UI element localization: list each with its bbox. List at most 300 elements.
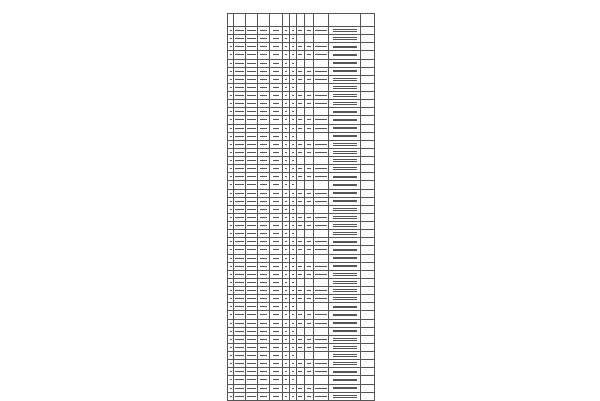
placeholder-line	[260, 371, 266, 372]
table-cell	[305, 392, 313, 400]
placeholder-line	[260, 128, 266, 129]
placeholder-line	[235, 274, 244, 275]
placeholder-line	[260, 209, 266, 210]
table-cell	[234, 287, 246, 295]
placeholder-line	[235, 63, 244, 64]
placeholder-line	[315, 95, 327, 96]
table-cell	[361, 335, 375, 343]
table-cell	[329, 360, 361, 368]
table-cell	[361, 27, 375, 35]
table-cell	[305, 295, 313, 303]
placeholder-line	[315, 241, 327, 242]
placeholder-line	[230, 184, 232, 185]
placeholder-line	[260, 290, 266, 291]
placeholder-line	[235, 249, 244, 250]
placeholder-line	[230, 379, 232, 380]
table-cell	[257, 262, 270, 270]
table-cell	[361, 116, 375, 124]
table-cell	[282, 287, 289, 295]
table-cell	[270, 165, 283, 173]
table-cell	[296, 246, 304, 254]
table-cell	[234, 27, 246, 35]
placeholder-line	[333, 397, 358, 398]
table-cell	[296, 197, 304, 205]
placeholder-line	[315, 176, 327, 177]
placeholder-line	[273, 209, 279, 210]
table-cell	[270, 92, 283, 100]
table-cell	[296, 165, 304, 173]
placeholder-line	[333, 307, 358, 308]
table-cell	[282, 311, 289, 319]
placeholder-line	[292, 379, 294, 380]
table-cell	[234, 222, 246, 230]
placeholder-line	[292, 298, 294, 299]
table-row	[228, 67, 375, 75]
table-cell	[257, 287, 270, 295]
document-title	[227, 6, 375, 12]
placeholder-line	[292, 290, 294, 291]
table-cell	[270, 384, 283, 392]
placeholder-line	[230, 103, 232, 104]
placeholder-line	[333, 120, 358, 121]
placeholder-line	[292, 225, 294, 226]
placeholder-line	[273, 314, 279, 315]
table-cell	[329, 132, 361, 140]
placeholder-line	[333, 283, 358, 284]
placeholder-line	[298, 152, 302, 153]
placeholder-line	[285, 201, 287, 202]
placeholder-line	[273, 79, 279, 80]
placeholder-line	[230, 38, 232, 39]
table-cell	[313, 222, 329, 230]
table-cell	[245, 59, 257, 67]
table-cell	[270, 278, 283, 286]
table-body	[228, 27, 375, 401]
table-cell	[305, 140, 313, 148]
placeholder-line	[333, 201, 358, 202]
placeholder-line	[260, 241, 266, 242]
placeholder-line	[307, 152, 311, 153]
table-cell	[257, 67, 270, 75]
placeholder-line	[260, 38, 266, 39]
table-cell	[282, 222, 289, 230]
placeholder-line	[292, 347, 294, 348]
table-cell	[270, 59, 283, 67]
table-row	[228, 335, 375, 343]
placeholder-line	[273, 144, 279, 145]
table-cell	[257, 124, 270, 132]
placeholder-line	[247, 160, 256, 161]
table-cell	[313, 360, 329, 368]
table-cell	[282, 67, 289, 75]
table-cell	[282, 157, 289, 165]
placeholder-line	[292, 160, 294, 161]
placeholder-line	[292, 249, 294, 250]
placeholder-line	[230, 160, 232, 161]
column-header	[305, 14, 313, 27]
table-cell	[282, 270, 289, 278]
placeholder-line	[260, 95, 266, 96]
table-cell	[257, 189, 270, 197]
placeholder-line	[333, 356, 358, 357]
placeholder-line	[298, 128, 302, 129]
placeholder-line	[292, 176, 294, 177]
table-cell	[245, 132, 257, 140]
placeholder-line	[285, 79, 287, 80]
placeholder-line	[292, 314, 294, 315]
placeholder-line	[315, 363, 327, 364]
table-cell	[234, 75, 246, 83]
table-cell	[361, 246, 375, 254]
placeholder-line	[285, 144, 287, 145]
table-cell	[282, 319, 289, 327]
table-cell	[313, 295, 329, 303]
table-cell	[282, 181, 289, 189]
placeholder-line	[307, 274, 311, 275]
table-row	[228, 205, 375, 213]
placeholder-line	[333, 388, 358, 389]
table-cell	[305, 43, 313, 51]
placeholder-line	[235, 388, 244, 389]
table-cell	[313, 108, 329, 116]
table-cell	[234, 343, 246, 351]
table-cell	[361, 51, 375, 59]
placeholder-line	[235, 282, 244, 283]
table-cell	[245, 230, 257, 238]
table-cell	[361, 392, 375, 400]
table-cell	[270, 222, 283, 230]
table-cell	[245, 35, 257, 43]
placeholder-line	[307, 128, 311, 129]
column-header	[245, 14, 257, 27]
table-cell	[313, 165, 329, 173]
placeholder-line	[235, 38, 244, 39]
table-cell	[361, 343, 375, 351]
table-cell	[282, 246, 289, 254]
table-cell	[257, 116, 270, 124]
table-cell	[313, 157, 329, 165]
placeholder-line	[247, 119, 256, 120]
table-cell	[329, 124, 361, 132]
table-cell	[296, 368, 304, 376]
table-cell	[305, 270, 313, 278]
placeholder-line	[285, 331, 287, 332]
table-cell	[296, 303, 304, 311]
placeholder-line	[307, 168, 311, 169]
table-cell	[313, 124, 329, 132]
placeholder-line	[273, 38, 279, 39]
placeholder-line	[285, 379, 287, 380]
placeholder-line	[307, 46, 311, 47]
table-cell	[257, 368, 270, 376]
placeholder-line	[260, 274, 266, 275]
table-cell	[270, 238, 283, 246]
table-cell	[361, 303, 375, 311]
placeholder-line	[292, 128, 294, 129]
placeholder-line	[307, 339, 311, 340]
placeholder-line	[292, 274, 294, 275]
table-cell	[361, 270, 375, 278]
placeholder-line	[273, 176, 279, 177]
placeholder-line	[292, 71, 294, 72]
table-cell	[245, 148, 257, 156]
table-cell	[234, 303, 246, 311]
table-cell	[282, 92, 289, 100]
placeholder-line	[298, 71, 302, 72]
table-cell	[305, 303, 313, 311]
table-row	[228, 132, 375, 140]
table-cell	[245, 278, 257, 286]
table-cell	[245, 238, 257, 246]
placeholder-line	[298, 388, 302, 389]
table-cell	[296, 124, 304, 132]
placeholder-line	[333, 39, 358, 40]
table-row	[228, 165, 375, 173]
placeholder-line	[260, 152, 266, 153]
column-header	[257, 14, 270, 27]
table-cell	[296, 222, 304, 230]
placeholder-line	[315, 79, 327, 80]
table-cell	[257, 100, 270, 108]
table-cell	[257, 238, 270, 246]
table-cell	[361, 327, 375, 335]
placeholder-line	[315, 168, 327, 169]
placeholder-line	[315, 71, 327, 72]
column-header	[234, 14, 246, 27]
placeholder-line	[307, 298, 311, 299]
table-cell	[234, 360, 246, 368]
placeholder-line	[260, 79, 266, 80]
table-row	[228, 303, 375, 311]
placeholder-line	[247, 241, 256, 242]
table-cell	[329, 278, 361, 286]
table-cell	[270, 100, 283, 108]
table-cell	[361, 197, 375, 205]
placeholder-line	[247, 249, 256, 250]
placeholder-line	[260, 225, 266, 226]
table-cell	[282, 35, 289, 43]
placeholder-line	[333, 291, 358, 292]
table-cell	[245, 246, 257, 254]
table-cell	[329, 254, 361, 262]
placeholder-line	[292, 217, 294, 218]
placeholder-line	[333, 88, 358, 89]
placeholder-line	[307, 103, 311, 104]
table-cell	[313, 43, 329, 51]
placeholder-line	[260, 355, 266, 356]
table-cell	[361, 108, 375, 116]
table-row	[228, 181, 375, 189]
table-cell	[282, 124, 289, 132]
placeholder-line	[230, 46, 232, 47]
placeholder-line	[235, 111, 244, 112]
table-cell	[234, 262, 246, 270]
table-row	[228, 51, 375, 59]
placeholder-line	[260, 258, 266, 259]
table-cell	[257, 132, 270, 140]
placeholder-line	[230, 347, 232, 348]
table-cell	[245, 181, 257, 189]
placeholder-line	[307, 323, 311, 324]
placeholder-line	[273, 95, 279, 96]
placeholder-line	[285, 160, 287, 161]
table-cell	[329, 148, 361, 156]
placeholder-line	[333, 315, 358, 316]
placeholder-line	[235, 160, 244, 161]
placeholder-line	[230, 233, 232, 234]
table-cell	[257, 222, 270, 230]
table-cell	[305, 376, 313, 384]
table-cell	[329, 262, 361, 270]
table-cell	[257, 335, 270, 343]
table-cell	[305, 360, 313, 368]
placeholder-line	[247, 209, 256, 210]
table-cell	[329, 59, 361, 67]
table-cell	[282, 83, 289, 91]
table-cell	[245, 108, 257, 116]
table-cell	[270, 124, 283, 132]
table-cell	[296, 392, 304, 400]
placeholder-line	[230, 298, 232, 299]
placeholder-line	[285, 249, 287, 250]
table-cell	[305, 278, 313, 286]
placeholder-line	[230, 209, 232, 210]
placeholder-line	[260, 30, 266, 31]
table-cell	[361, 124, 375, 132]
table-cell	[245, 197, 257, 205]
table-cell	[257, 303, 270, 311]
table-cell	[234, 43, 246, 51]
placeholder-line	[292, 396, 294, 397]
placeholder-line	[298, 298, 302, 299]
table-cell	[329, 335, 361, 343]
table-cell	[234, 376, 246, 384]
table-cell	[305, 124, 313, 132]
table-cell	[257, 51, 270, 59]
table-cell	[234, 181, 246, 189]
table-cell	[245, 43, 257, 51]
table-cell	[305, 327, 313, 335]
placeholder-line	[298, 103, 302, 104]
table-cell	[313, 335, 329, 343]
table-cell	[234, 335, 246, 343]
placeholder-line	[292, 241, 294, 242]
table-cell	[296, 230, 304, 238]
table-cell	[313, 213, 329, 221]
table-cell	[313, 116, 329, 124]
placeholder-line	[307, 266, 311, 267]
placeholder-line	[230, 323, 232, 324]
placeholder-line	[273, 388, 279, 389]
placeholder-line	[260, 363, 266, 364]
table-cell	[245, 173, 257, 181]
placeholder-line	[285, 371, 287, 372]
placeholder-line	[273, 298, 279, 299]
placeholder-line	[285, 363, 287, 364]
placeholder-line	[285, 209, 287, 210]
placeholder-line	[247, 379, 256, 380]
placeholder-line	[247, 79, 256, 80]
table-cell	[245, 384, 257, 392]
placeholder-line	[292, 63, 294, 64]
table-cell	[234, 148, 246, 156]
table-cell	[257, 278, 270, 286]
placeholder-line	[315, 54, 327, 55]
placeholder-line	[230, 176, 232, 177]
placeholder-line	[285, 347, 287, 348]
placeholder-line	[235, 225, 244, 226]
table-cell	[305, 246, 313, 254]
table-cell	[245, 165, 257, 173]
table-cell	[234, 270, 246, 278]
table-cell	[361, 173, 375, 181]
table-cell	[296, 75, 304, 83]
table-cell	[361, 148, 375, 156]
placeholder-line	[260, 331, 266, 332]
placeholder-line	[307, 249, 311, 250]
table-cell	[234, 173, 246, 181]
placeholder-line	[315, 290, 327, 291]
placeholder-line	[247, 274, 256, 275]
placeholder-line	[235, 144, 244, 145]
table-cell	[270, 311, 283, 319]
placeholder-line	[285, 339, 287, 340]
placeholder-line	[230, 193, 232, 194]
table-cell	[296, 270, 304, 278]
placeholder-line	[260, 306, 266, 307]
table-row	[228, 230, 375, 238]
placeholder-line	[235, 217, 244, 218]
placeholder-line	[230, 111, 232, 112]
placeholder-line	[333, 234, 358, 235]
placeholder-line	[285, 95, 287, 96]
table-cell	[245, 116, 257, 124]
placeholder-line	[292, 201, 294, 202]
table-cell	[313, 92, 329, 100]
table-cell	[270, 368, 283, 376]
placeholder-line	[307, 201, 311, 202]
table-cell	[282, 335, 289, 343]
table-cell	[329, 270, 361, 278]
placeholder-line	[285, 128, 287, 129]
placeholder-line	[247, 363, 256, 364]
table-cell	[245, 327, 257, 335]
placeholder-line	[260, 388, 266, 389]
placeholder-line	[247, 396, 256, 397]
placeholder-line	[333, 145, 358, 146]
table-cell	[296, 83, 304, 91]
placeholder-line	[307, 95, 311, 96]
table-cell	[305, 238, 313, 246]
placeholder-line	[235, 193, 244, 194]
table-cell	[313, 392, 329, 400]
table-cell	[245, 376, 257, 384]
placeholder-line	[230, 225, 232, 226]
placeholder-line	[260, 111, 266, 112]
table-row	[228, 384, 375, 392]
table-cell	[270, 173, 283, 181]
placeholder-line	[247, 176, 256, 177]
table-cell	[234, 124, 246, 132]
placeholder-line	[333, 96, 358, 97]
table-cell	[313, 238, 329, 246]
placeholder-line	[333, 31, 358, 32]
placeholder-line	[298, 347, 302, 348]
table-cell	[257, 319, 270, 327]
placeholder-line	[333, 71, 358, 72]
placeholder-line	[298, 274, 302, 275]
placeholder-line	[315, 193, 327, 194]
